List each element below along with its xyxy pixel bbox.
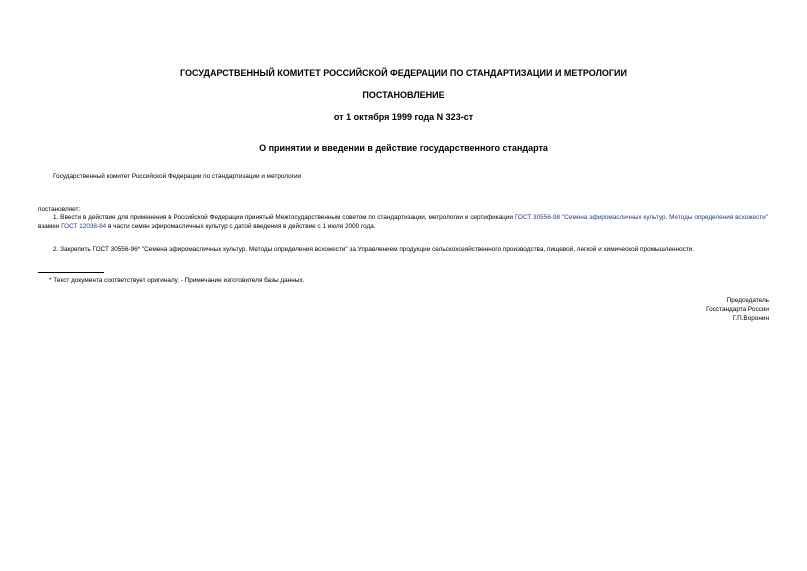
signature-title: Председатель xyxy=(726,297,769,304)
paragraph-1-text-middle: взамен xyxy=(38,223,62,230)
footnote-divider xyxy=(38,272,104,273)
document-date-number: от 1 октября 1999 года N 323-ст xyxy=(333,112,474,122)
organization-title: ГОСУДАРСТВЕННЫЙ КОМИТЕТ РОССИЙСКОЙ ФЕДЕРАЦИИ ПО СТАНДАРТИЗАЦИИ И МЕТРОЛОГИИ xyxy=(180,68,627,78)
resolves-text: постановляет: xyxy=(38,206,81,213)
gost-30556-98-link[interactable]: ГОСТ 30556-98 "Семена эфиромасличных культур. Методы определения всхожести" xyxy=(514,214,768,221)
gost-12038-84-link[interactable]: ГОСТ 12038-84 xyxy=(61,223,107,230)
footnote-text: * Текст документа соответствует оригиналу. - Примечание изготовителя базы данных. xyxy=(49,277,305,284)
document-subject: О принятии и введении в действие государственного стандарта xyxy=(259,143,548,153)
document-type: ПОСТАНОВЛЕНИЕ xyxy=(362,90,445,100)
paragraph-2: 2. Закрепить ГОСТ 30556-96* "Семена эфиромасличных культур. Методы определения всхожести" за Управлением продукции сельскохозяйственного производства, пищевой, легкой и химической промышленности. xyxy=(53,246,695,253)
signature-name: Г.П.Воронин xyxy=(732,315,769,322)
paragraph-1-text-start: 1. Ввести в действие для применения в Российской Федерации принятый Межгосударственным советом по стандартизации, метрологии и сертификации xyxy=(53,214,515,221)
issuer-text: Государственный комитет Российской Федерации по стандартизации и метрологии xyxy=(53,173,302,180)
paragraph-1-text-end: в части семян эфиромасличных культур с датой введения в действие с 1 июля 2000 года. xyxy=(106,223,376,230)
paragraph-1 xyxy=(38,213,768,231)
signature-org: Госстандарта России xyxy=(706,306,769,313)
signature-block xyxy=(706,296,769,323)
